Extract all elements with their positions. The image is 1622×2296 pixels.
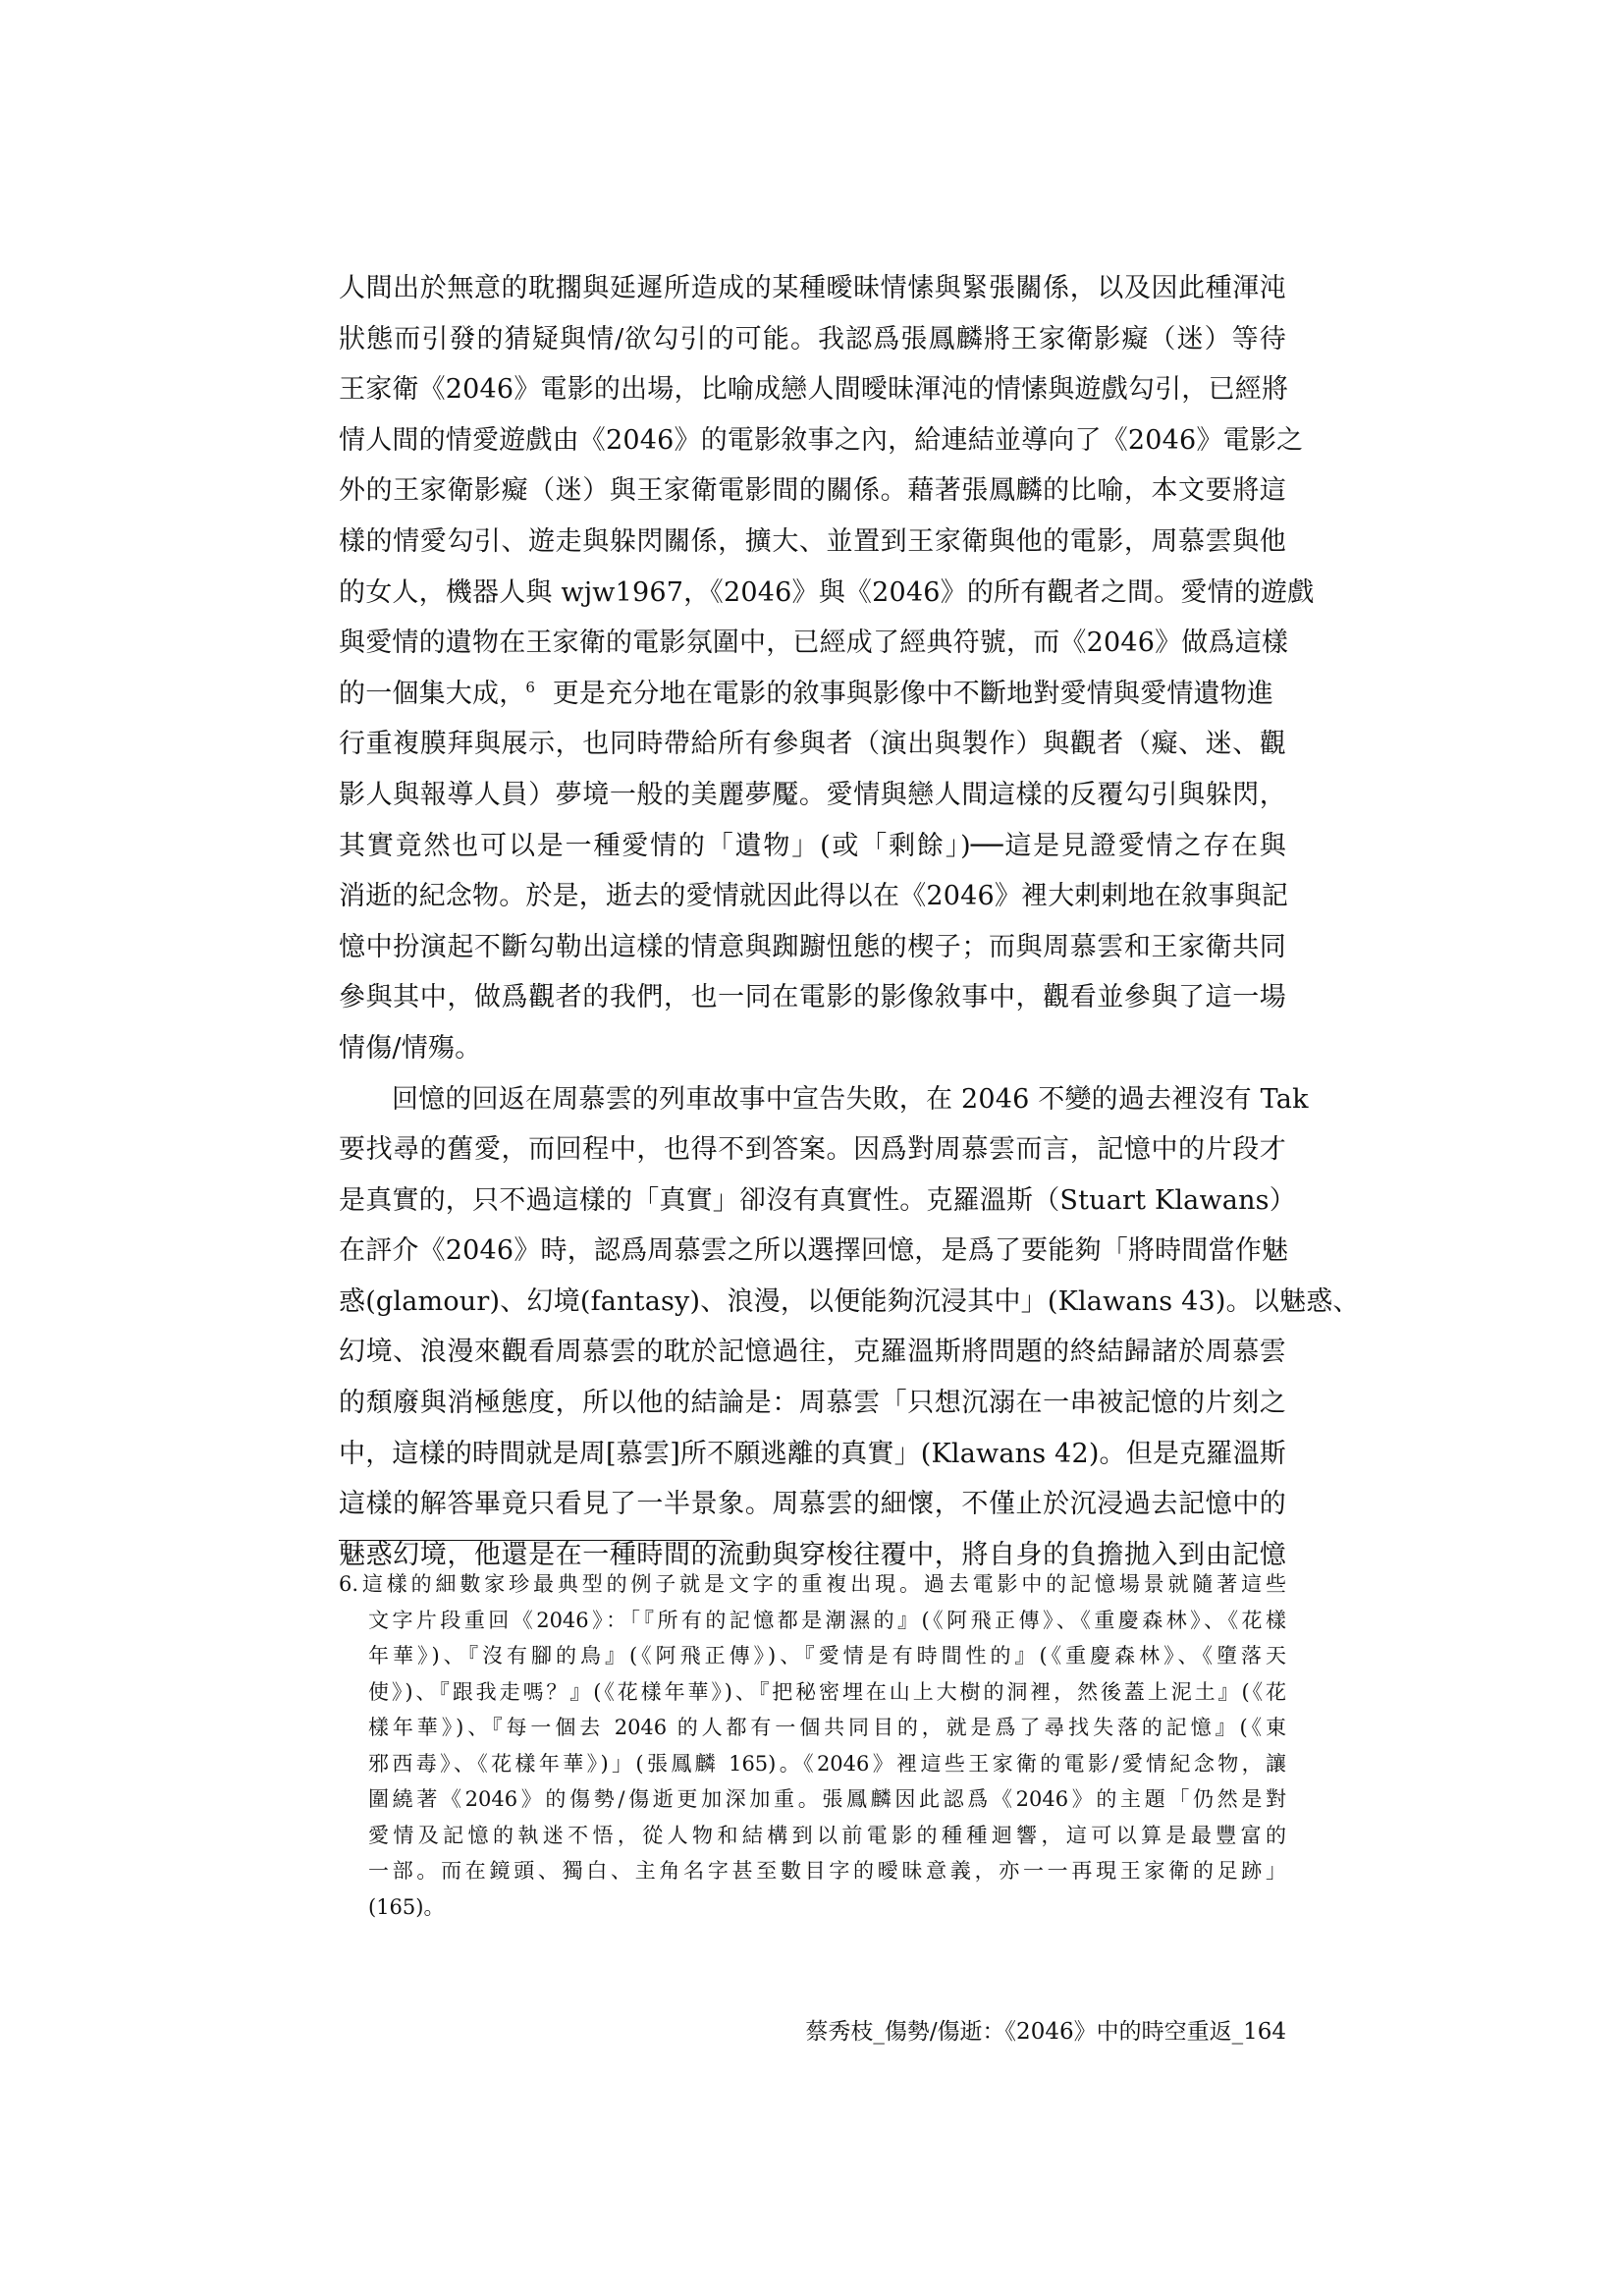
text-line: 樣的情愛勾引、遊走與躲閃關係，擴大、並置到王家衛與他的電影，周慕雲與他: [339, 525, 1286, 557]
text-line: 魅惑幻境，他還是在一種時間的流動與穿梭往覆中，將自身的負擔拋入到由記憶: [339, 1539, 1286, 1570]
text-line: 行重複膜拜與展示，也同時帶給所有參與者（演出與製作）與觀者（癡、迷、觀: [339, 729, 1286, 760]
text-line: 與愛情的遺物在王家衛的電影氛圍中，已經成了經典符號，而《2046》做爲這樣: [339, 628, 1289, 659]
text-line: 其實竟然也可以是一種愛情的「遺物」(或「剩餘」)──這是見證愛情之存在與: [339, 830, 1286, 861]
main-text: [339, 263, 1360, 1580]
text-line: 狀態而引發的猜疑與情/欲勾引的可能。我認爲張鳳麟將王家衛影癡（迷）等待: [339, 323, 1286, 355]
text-line: 這樣的解答畢竟只看見了一半景象。周慕雲的細懷，不僅止於沉浸過去記憶中的: [339, 1489, 1286, 1520]
footnote-line: 年華》)、『沒有腳的鳥』(《阿飛正傳》)、『愛情是有時間性的』(《重慶森林》、《墮落天: [368, 1644, 1286, 1667]
paragraph-first-line: 回憶的回返在周慕雲的列車故事中宣告失敗，在 2046 不變的過去裡沒有 Tak: [392, 1083, 1309, 1115]
text-line: 的頹廢與消極態度，所以他的結論是：周慕雲「只想沉溺在一串被記憶的片刻之: [339, 1388, 1286, 1419]
running-footer: 蔡秀枝_傷勢/傷逝：《2046》中的時空重返_164: [805, 2019, 1286, 2045]
text-line: 要找尋的舊愛，而回程中，也得不到答案。因爲對周慕雲而言，記憶中的片段才: [339, 1134, 1286, 1166]
footnote-line: 樣年華》)、『每一個去 2046 的人都有一個共同目的，就是爲了尋找失落的記憶』(《東: [368, 1716, 1286, 1739]
text-line: 情人間的情愛遊戲由《2046》的電影敘事之內，給連結並導向了《2046》電影之: [339, 424, 1304, 456]
text-line: 中，這樣的時間就是周[慕雲]所不願逃離的真實」(Klawans 42)。但是克羅溫斯: [339, 1438, 1286, 1469]
footnote-separator: [339, 1540, 731, 1541]
footnote-line: 一部。而在鏡頭、獨白、主角名字甚至數目字的曖昧意義，亦一一再現王家衛的足跡」: [368, 1859, 1286, 1883]
text-line: 影人與報導人員）夢境一般的美麗夢魘。愛情與戀人間這樣的反覆勾引與躲閃，: [339, 779, 1286, 810]
text-line: 王家衛《2046》電影的出場，比喻成戀人間曖昧渾沌的情愫與遊戲勾引，已經將: [339, 374, 1289, 406]
text-line: 的女人，機器人與 wjw1967，《2046》與《2046》的所有觀者之間。愛情的遊戲: [339, 576, 1315, 608]
footnotes: [339, 1566, 1286, 1925]
text-line: 情傷/情殤。: [339, 1032, 482, 1064]
text-line: 參與其中，做爲觀者的我們，也一同在電影的影像敘事中，觀看並參與了這一場: [339, 982, 1286, 1013]
footnote-line: 6.這樣的細數家珍最典型的例子就是文字的重複出現。過去電影中的記憶場景就隨著這些: [339, 1572, 1286, 1596]
footnote-line: 邪西毒》、《花樣年華》)」(張鳳麟 165)。《2046》裡這些王家衛的電影/愛情紀念物，讓: [368, 1751, 1286, 1776]
footnote-line: 愛情及記憶的執迷不悟，從人物和結構到以前電影的種種迴響，這可以算是最豐富的: [368, 1823, 1286, 1847]
text-segment: 的一個集大成，: [339, 678, 526, 709]
footnote-line: 圍繞著《2046》的傷勢/傷逝更加深加重。張鳳麟因此認爲《2046》的主題「仍然是對: [368, 1787, 1286, 1811]
text-line: 是真實的，只不過這樣的「真實」卻沒有真實性。克羅溫斯（Stuart Klawans）: [339, 1184, 1296, 1216]
text-line: 幻境、浪漫來觀看周慕雲的耽於記憶過往，克羅溫斯將問題的終結歸諸於周慕雲: [339, 1337, 1286, 1368]
text-segment: 更是充分地在電影的敘事與影像中不斷地對愛情與愛情遺物進: [552, 678, 1274, 709]
text-line-with-footnote: [339, 669, 1286, 720]
footnote-marker[interactable]: 6: [525, 678, 536, 696]
text-line: 消逝的紀念物。於是，逝去的愛情就因此得以在《2046》裡大剌剌地在敘事與記: [339, 881, 1289, 912]
text-line: 惑(glamour)、幻境(fantasy)、浪漫，以便能夠沉浸其中」(Klawans 43)。以魅惑、: [339, 1285, 1360, 1317]
text-line: 人間出於無意的耽擱與延遲所造成的某種曖昧情愫與緊張關係，以及因此種渾沌: [339, 273, 1286, 303]
text-line: 在評介《2046》時，認爲周慕雲之所以選擇回憶，是爲了要能夠「將時間當作魅: [339, 1235, 1289, 1267]
footnote-line: (165)。: [368, 1894, 445, 1919]
footnote-line: 使》)、『跟我走嗎？』(《花樣年華》)、『把秘密埋在山上大樹的洞裡，然後蓋上泥土』(《花: [368, 1679, 1286, 1704]
footnote-line: 文字片段重回《2046》：「『所有的記憶都是潮濕的』(《阿飛正傳》、《重慶森林》、《花樣: [368, 1608, 1286, 1632]
text-line: 外的王家衛影癡（迷）與王家衛電影間的關係。藉著張鳳麟的比喻，本文要將這: [339, 475, 1286, 507]
text-line: 憶中扮演起不斷勾勒出這樣的情意與踟躕忸態的楔子；而與周慕雲和王家衛共同: [339, 931, 1286, 962]
